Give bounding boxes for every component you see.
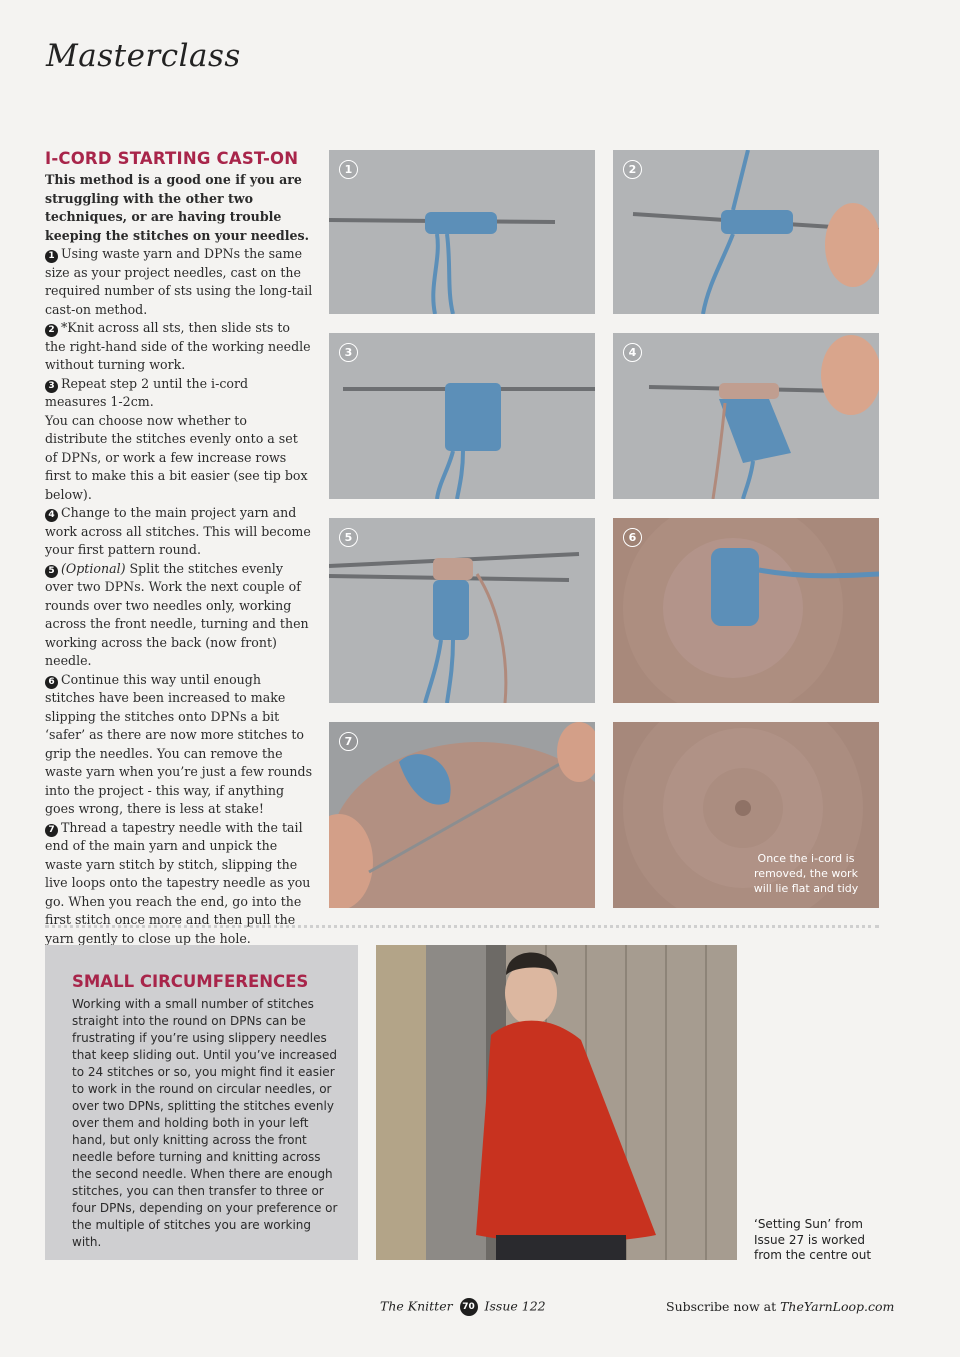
- finished-crown-photo: [613, 722, 879, 908]
- tip-box: [45, 945, 358, 1260]
- step-badge: 7: [339, 732, 358, 751]
- step-badge: 5: [339, 528, 358, 547]
- page-number: 70: [460, 1298, 478, 1316]
- photo-illustration: [329, 333, 595, 499]
- photo-illustration: [376, 945, 737, 1260]
- step-text: Change to the main project yarn and work across all stitches. This will become your first pattern round.: [45, 505, 311, 557]
- section-divider: [45, 925, 879, 928]
- step-photo-3: [329, 333, 595, 499]
- footer-subscribe: [666, 1299, 894, 1314]
- instructions-column: [45, 171, 313, 948]
- magazine-name: The Knitter: [380, 1298, 453, 1314]
- subscribe-text: Subscribe now at: [666, 1299, 777, 1314]
- intro-text: This method is a good one if you are struggling with the other two techniques, or are having trouble keeping the stitches on your needles.: [45, 172, 309, 243]
- step-text: Using waste yarn and DPNs the same size as your project needles, cast on the required number of sts using the long-tail cast-on method.: [45, 246, 313, 317]
- step-3: [45, 375, 313, 412]
- step-photo-5: [329, 518, 595, 703]
- step-number: 4: [45, 509, 58, 522]
- photo-illustration: [613, 333, 879, 499]
- step-photo-6: [613, 518, 879, 703]
- step-7: [45, 819, 313, 949]
- step-badge: 4: [623, 343, 642, 362]
- optional-label: (Optional): [61, 560, 126, 576]
- footer-magazine: [380, 1298, 546, 1316]
- step-photo-1: [329, 150, 595, 314]
- step-number: 2: [45, 324, 58, 337]
- step-photo-4: [613, 333, 879, 499]
- step-text: Continue this way until enough stitches have been increased to make slipping the stitches onto DPNs a bit ‘safer’ as there are now more stitches to grip the needles. You can remove the waste yarn when you’re just a few rounds into the project - this way, if anything goes wrong, there is less at stake!: [45, 671, 313, 816]
- step-badge: 2: [623, 160, 642, 179]
- photo-illustration: [613, 518, 879, 703]
- tip-heading: SMALL CIRCUMFERENCES: [72, 972, 309, 991]
- site-link[interactable]: TheYarnLoop.com: [780, 1299, 895, 1314]
- step-text: *Knit across all sts, then slide sts to the right-hand side of the working needle without turning work.: [45, 320, 311, 372]
- step-text: Split the stitches evenly over two DPNs. Work the next couple of rounds over two needles only, working across the front needle, turning and then working across the back (now front) needle.: [45, 560, 309, 668]
- photo-caption: Once the i-cord is removed, the work will lie flat and tidy: [753, 852, 859, 895]
- section-heading: I-CORD STARTING CAST-ON: [45, 149, 299, 168]
- step-4: [45, 504, 313, 560]
- step-5: [45, 560, 313, 671]
- step-photo-2: [613, 150, 879, 314]
- step-number: 1: [45, 250, 58, 263]
- step-2: [45, 319, 313, 375]
- step-badge: 6: [623, 528, 642, 547]
- photo-illustration: [329, 150, 595, 314]
- step-6: [45, 671, 313, 819]
- step-photo-7: [329, 722, 595, 908]
- photo-illustration: [329, 722, 595, 908]
- tip-body: Working with a small number of stitches straight into the round on DPNs can be frustrating if you’re using slippery needles that keep sliding out. Until you’ve increased to 24 stitches or so, you might find it easier to work in the round on circular needles, or over two DPNs, splitting the stitches evenly over them and holding both in your left hand, but only knitting across the front needle before turning and knitting across the second needle. When there are enough stitches, you can then transfer to three or four DPNs, depending on your preference or the multiple of stitches you are working with.: [72, 997, 338, 1249]
- step-badge: 1: [339, 160, 358, 179]
- step-1: [45, 245, 313, 319]
- issue-number: Issue 122: [484, 1298, 546, 1314]
- shawl-photo: [376, 945, 737, 1260]
- photo-illustration: [613, 150, 879, 314]
- photo-illustration: [329, 518, 595, 703]
- step-number: 7: [45, 824, 58, 837]
- step-number: 3: [45, 380, 58, 393]
- step-badge: 3: [339, 343, 358, 362]
- choice-text: You can choose now whether to distribute the stitches evenly onto a set of DPNs, or work a few increase rows first to make this a bit easier (see tip box below).: [45, 412, 308, 502]
- shawl-caption: ‘Setting Sun’ from Issue 27 is worked from the centre out: [754, 1217, 872, 1262]
- step-number: 6: [45, 676, 58, 689]
- page-title: Masterclass: [46, 38, 241, 74]
- step-number: 5: [45, 565, 58, 578]
- step-text: Repeat step 2 until the i-cord measures 1-2cm.: [45, 375, 249, 409]
- step-text: Thread a tapestry needle with the tail end of the main yarn and unpick the waste yarn stitch by stitch, slipping the live loops onto the tapestry needle as you go. When you reach the end, go into the first stitch once more and then pull the yarn gently to close up the hole.: [45, 819, 311, 946]
